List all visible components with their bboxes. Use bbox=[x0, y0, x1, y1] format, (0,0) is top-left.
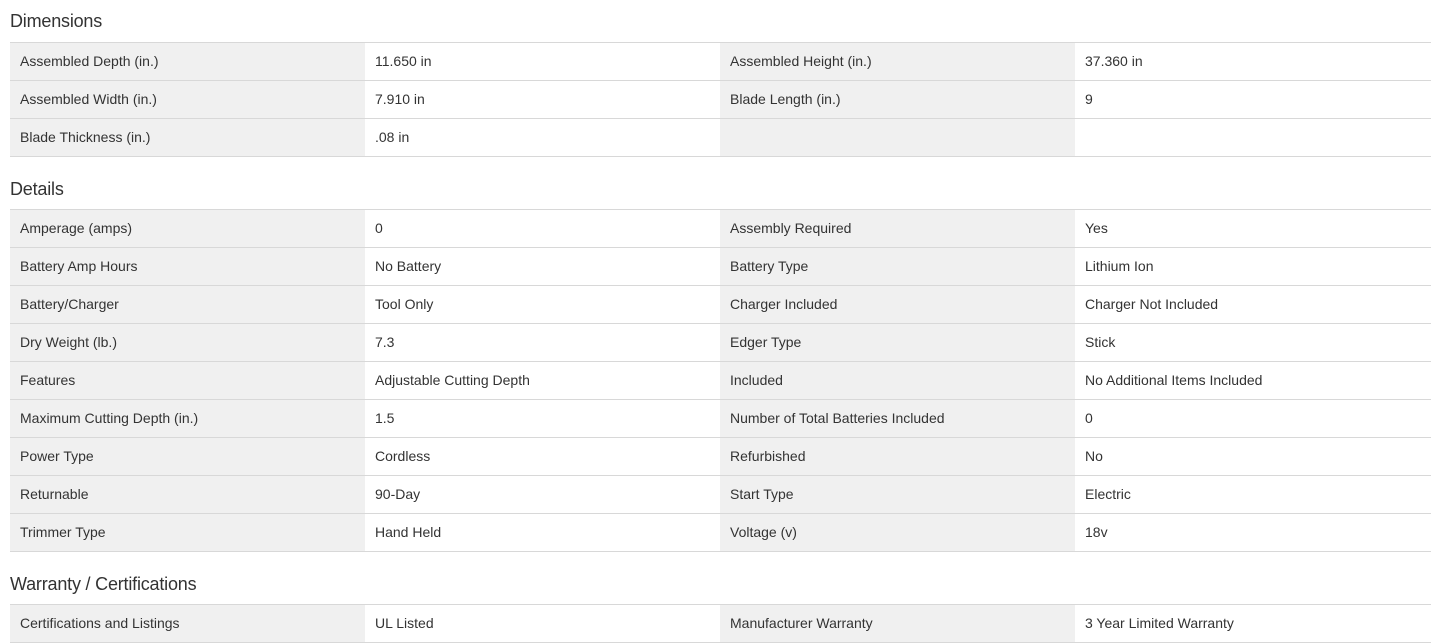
spec-label: Charger Included bbox=[720, 286, 1075, 324]
spec-row bbox=[10, 119, 1431, 157]
spec-value: Cordless bbox=[365, 438, 720, 476]
spec-value: Hand Held bbox=[365, 514, 720, 552]
section-title-warranty: Warranty / Certifications bbox=[10, 574, 197, 594]
spec-row bbox=[10, 248, 1431, 286]
spec-label: Manufacturer Warranty bbox=[720, 605, 1075, 643]
spec-value: 11.650 in bbox=[365, 43, 720, 81]
spec-label: Battery Type bbox=[720, 248, 1075, 286]
spec-row bbox=[10, 438, 1431, 476]
details-table bbox=[10, 209, 1431, 552]
spec-label: Power Type bbox=[10, 438, 365, 476]
spec-label: Assembled Height (in.) bbox=[720, 43, 1075, 81]
spec-label: Dry Weight (lb.) bbox=[10, 324, 365, 362]
spec-label: Battery Amp Hours bbox=[10, 248, 365, 286]
spec-value: 3 Year Limited Warranty bbox=[1075, 605, 1431, 643]
spec-label: Amperage (amps) bbox=[10, 210, 365, 248]
spec-label: Features bbox=[10, 362, 365, 400]
spec-value: Stick bbox=[1075, 324, 1431, 362]
spec-row bbox=[10, 286, 1431, 324]
spec-value: 9 bbox=[1075, 81, 1431, 119]
spec-label: Start Type bbox=[720, 476, 1075, 514]
spec-value: 0 bbox=[1075, 400, 1431, 438]
spec-label: Edger Type bbox=[720, 324, 1075, 362]
spec-value: No Battery bbox=[365, 248, 720, 286]
spec-label bbox=[720, 119, 1075, 157]
specifications-panel bbox=[10, 0, 1431, 643]
spec-row bbox=[10, 476, 1431, 514]
spec-value: 37.360 in bbox=[1075, 43, 1431, 81]
spec-value: Charger Not Included bbox=[1075, 286, 1431, 324]
spec-label: Certifications and Listings bbox=[10, 605, 365, 643]
spec-label: Number of Total Batteries Included bbox=[720, 400, 1075, 438]
warranty-table bbox=[10, 604, 1431, 643]
spec-label: Blade Thickness (in.) bbox=[10, 119, 365, 157]
spec-value: 0 bbox=[365, 210, 720, 248]
spec-value: Lithium Ion bbox=[1075, 248, 1431, 286]
spec-label: Refurbished bbox=[720, 438, 1075, 476]
spec-value bbox=[1075, 119, 1431, 157]
spec-value: 90-Day bbox=[365, 476, 720, 514]
spec-value: Yes bbox=[1075, 210, 1431, 248]
spec-row bbox=[10, 400, 1431, 438]
dimensions-table bbox=[10, 42, 1431, 157]
spec-label: Assembly Required bbox=[720, 210, 1075, 248]
spec-row bbox=[10, 362, 1431, 400]
spec-label: Voltage (v) bbox=[720, 514, 1075, 552]
spec-label: Assembled Width (in.) bbox=[10, 81, 365, 119]
spec-value: Tool Only bbox=[365, 286, 720, 324]
spec-value: No Additional Items Included bbox=[1075, 362, 1431, 400]
spec-value: 7.910 in bbox=[365, 81, 720, 119]
spec-label: Assembled Depth (in.) bbox=[10, 43, 365, 81]
spec-row bbox=[10, 514, 1431, 552]
spec-label: Battery/Charger bbox=[10, 286, 365, 324]
spec-row bbox=[10, 324, 1431, 362]
spec-label: Blade Length (in.) bbox=[720, 81, 1075, 119]
spec-value: 1.5 bbox=[365, 400, 720, 438]
spec-value: UL Listed bbox=[365, 605, 720, 643]
section-title-details: Details bbox=[10, 179, 64, 199]
spec-label: Maximum Cutting Depth (in.) bbox=[10, 400, 365, 438]
spec-value: .08 in bbox=[365, 119, 720, 157]
spec-label: Included bbox=[720, 362, 1075, 400]
spec-value: Adjustable Cutting Depth bbox=[365, 362, 720, 400]
spec-row bbox=[10, 210, 1431, 248]
spec-row bbox=[10, 43, 1431, 81]
section-title-dimensions: Dimensions bbox=[10, 11, 103, 31]
spec-value: No bbox=[1075, 438, 1431, 476]
spec-value: 7.3 bbox=[365, 324, 720, 362]
spec-value: 18v bbox=[1075, 514, 1431, 552]
spec-label: Returnable bbox=[10, 476, 365, 514]
spec-row bbox=[10, 605, 1431, 643]
spec-value: Electric bbox=[1075, 476, 1431, 514]
spec-label: Trimmer Type bbox=[10, 514, 365, 552]
spec-row bbox=[10, 81, 1431, 119]
